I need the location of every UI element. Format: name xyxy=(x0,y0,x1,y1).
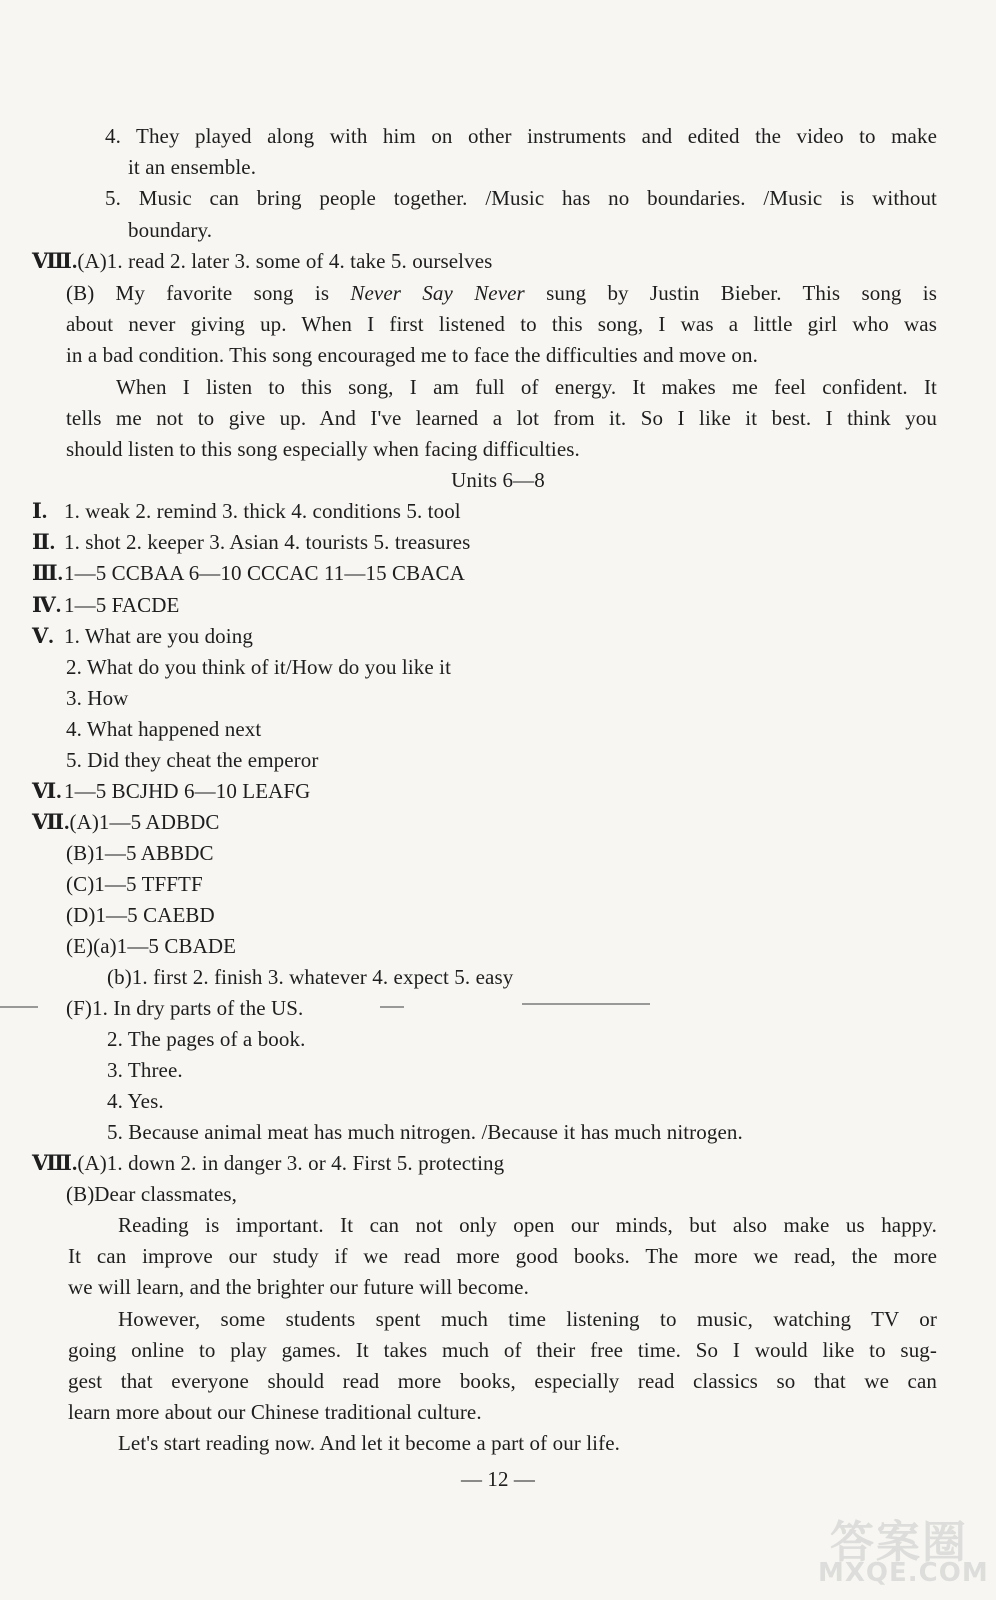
answer-text: 1—5 FACDE xyxy=(64,593,180,617)
song-title: Never Say Never xyxy=(350,281,525,305)
essay-line: in a bad condition. This song encouraged me to face the difficulties and move on. xyxy=(66,343,758,367)
scan-smudge xyxy=(522,1003,650,1005)
section-iii-line xyxy=(32,558,465,589)
units-heading: Units 6—8 xyxy=(451,468,545,492)
section-ii-line xyxy=(32,527,470,558)
answer-line: 2. What do you think of it/How do you like it xyxy=(66,655,452,679)
section-vii-line xyxy=(32,807,219,838)
answer-line: 4. What happened next xyxy=(66,717,262,741)
answer-line: (E)(a)1—5 CBADE xyxy=(66,934,237,958)
essay-line: should listen to this song especially when facing difficulties. xyxy=(66,437,580,461)
answer-text: 1—5 BCJHD 6—10 LEAFG xyxy=(64,779,311,803)
answer-text: 1. What are you doing xyxy=(64,624,253,648)
letter-line: It can improve our study if we read more good books. The more we read, the more xyxy=(68,1244,937,1268)
essay-text: (B) My favorite song is xyxy=(66,281,351,305)
essay-text: sung by Justin Bieber. This song is xyxy=(524,281,938,305)
section-label: Ⅳ. xyxy=(32,593,62,617)
answer-line: 5. Music can bring people together. /Music has no boundaries. /Music is without xyxy=(105,186,937,210)
section-i-line xyxy=(32,496,461,527)
answer-text: 1. shot 2. keeper 3. Asian 4. tourists 5. treasures xyxy=(64,530,471,554)
section-label: Ⅴ. xyxy=(32,624,54,648)
letter-salutation: (B)Dear classmates, xyxy=(66,1182,237,1206)
letter-line: gest that everyone should read more books, especially read classics so that we can xyxy=(68,1369,937,1393)
watermark-url: MXQE.COM xyxy=(818,1558,989,1588)
letter-line: going online to play games. It takes much of their free time. So I would like to sug- xyxy=(68,1338,937,1362)
section-label: Ⅶ. xyxy=(32,810,70,834)
answer-text: 1. weak 2. remind 3. thick 4. conditions 5. tool xyxy=(64,499,461,523)
answer-text: (A)1—5 ADBDC xyxy=(69,810,220,834)
section-label: Ⅵ. xyxy=(32,779,62,803)
essay-line: about never giving up. When I first listened to this song, I was a little girl who was xyxy=(66,312,937,336)
answer-line: 4. They played along with him on other instruments and edited the video to make xyxy=(105,124,937,148)
answer-line: (b)1. first 2. finish 3. whatever 4. expect 5. easy xyxy=(107,965,514,989)
answer-line: (C)1—5 TFFTF xyxy=(66,872,203,896)
essay-line xyxy=(66,278,937,309)
answer-text: 1—5 CCBAA 6—10 CCCAC 11—15 CBACA xyxy=(64,561,465,585)
section-iv-line xyxy=(32,590,179,621)
answer-line: 3. How xyxy=(66,686,129,710)
answer-line: 2. The pages of a book. xyxy=(107,1027,306,1051)
answer-line: 5. Did they cheat the emperor xyxy=(66,748,319,772)
letter-line: However, some students spent much time listening to music, watching TV or xyxy=(118,1307,937,1331)
letter-line: Let's start reading now. And let it become a part of our life. xyxy=(118,1431,620,1455)
essay-line: When I listen to this song, I am full of energy. It makes me feel confident. It xyxy=(116,375,937,399)
answer-line: 4. Yes. xyxy=(107,1089,164,1113)
answer-text: (A)1. down 2. in danger 3. or 4. First 5. protecting xyxy=(77,1151,505,1175)
scan-smudge xyxy=(0,1006,38,1008)
letter-line: Reading is important. It can not only open our minds, but also make us happy. xyxy=(118,1213,937,1237)
answer-line: (F)1. In dry parts of the US. xyxy=(66,996,304,1020)
letter-line: we will learn, and the brighter our future will become. xyxy=(68,1275,529,1299)
watermark-logo-text: 答案圈 xyxy=(830,1517,968,1568)
letter-line: learn more about our Chinese traditional culture. xyxy=(68,1400,482,1424)
section-viii-line xyxy=(32,1148,504,1179)
section-label: Ⅱ. xyxy=(32,530,56,554)
essay-line: tells me not to give up. And I've learned a lot from it. So I like it best. I think you xyxy=(66,406,937,430)
answer-line: (D)1—5 CAEBD xyxy=(66,903,215,927)
answer-line: it an ensemble. xyxy=(128,155,257,179)
section-label: Ⅰ. xyxy=(32,499,48,523)
section-v-line xyxy=(32,621,253,652)
section-label: Ⅷ. xyxy=(32,249,78,273)
page-number: — 12 — xyxy=(460,1467,536,1491)
section-viii-line xyxy=(32,246,492,277)
scan-smudge xyxy=(380,1006,404,1008)
answer-line: boundary. xyxy=(128,218,213,242)
section-label: Ⅲ. xyxy=(32,561,64,585)
answer-line: 5. Because animal meat has much nitrogen. /Because it has much nitrogen. xyxy=(107,1120,743,1144)
site-watermark xyxy=(818,1498,988,1594)
section-label: Ⅷ. xyxy=(32,1151,78,1175)
answer-line: (B)1—5 ABBDC xyxy=(66,841,214,865)
answer-text: (A)1. read 2. later 3. some of 4. take 5. ourselves xyxy=(77,249,493,273)
section-vi-line xyxy=(32,776,310,807)
answer-line: 3. Three. xyxy=(107,1058,183,1082)
